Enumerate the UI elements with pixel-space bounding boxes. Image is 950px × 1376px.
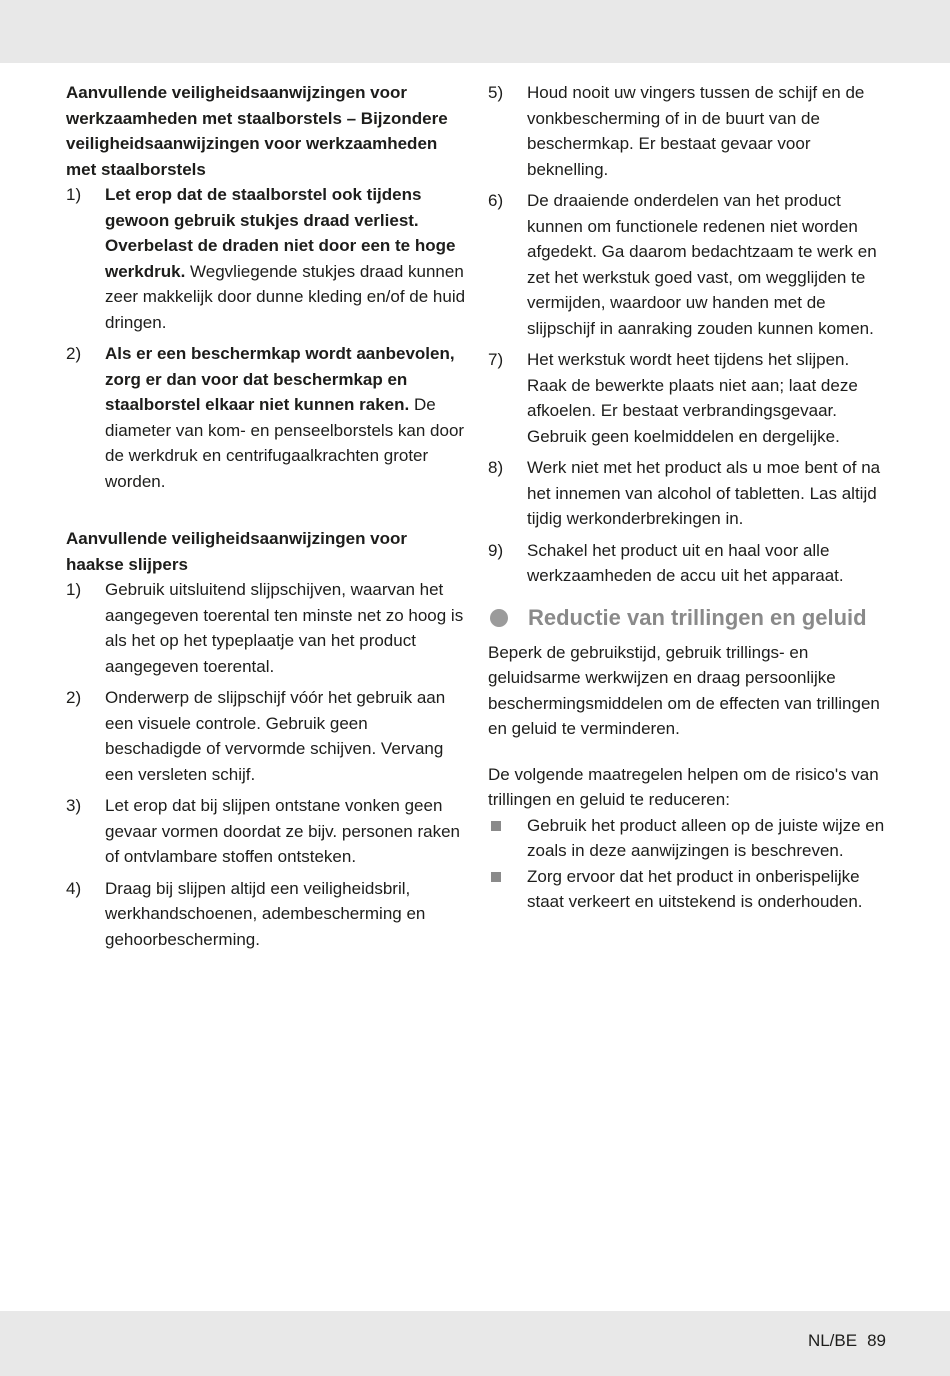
section-title-text: Reductie van trillingen en geluid	[528, 604, 867, 630]
item-text: Wegvliegende stukjes draad kunnen zeer makkelijk door dunne kleding en/of de huid dringen.	[105, 261, 466, 332]
list-staalborstels	[66, 182, 466, 494]
list-item	[66, 341, 466, 494]
item-number: 8)	[488, 458, 504, 477]
list-item	[66, 577, 466, 679]
item-text: Het werkstuk wordt heet tijdens het slijpen. Raak de bewerkte plaats niet aan; laat deze afkoelen. Er bestaat verbrandingsgevaar. Gebruik geen koelmiddelen en dergelijke.	[527, 350, 858, 446]
bullet-dot-icon	[490, 609, 508, 627]
item-text: Houd nooit uw vingers tussen de schijf en de vonkbescherming of in de buurt van de beschermkap. Er bestaat gevaar voor beknelling.	[527, 83, 865, 179]
item-text: Werk niet met het product als u moe bent of na het innemen van alcohol of tabletten. Las altijd tijdig werkonderbrekingen in.	[527, 458, 881, 528]
item-text: Schakel het product uit en haal voor alle werkzaamheden de accu uit het apparaat.	[527, 540, 844, 585]
right-column	[488, 80, 888, 915]
footer-language: NL/BE	[807, 1331, 858, 1350]
list-haakse-slijpers-continued	[488, 80, 888, 589]
list-item	[488, 538, 888, 589]
list-item	[66, 876, 466, 953]
header-band	[0, 0, 950, 63]
item-number: 1)	[66, 185, 82, 204]
page-number: 89	[867, 1331, 886, 1350]
item-text: Let erop dat bij slijpen ontstane vonken geen gevaar vormen doordat ze bijv. personen raken of ontvlambare stoffen ontsteken.	[105, 796, 460, 866]
item-number: 6)	[488, 191, 504, 210]
item-number: 5)	[488, 83, 504, 102]
bullet-list	[488, 813, 888, 915]
item-number: 3)	[66, 796, 82, 815]
square-bullet-icon	[491, 821, 501, 831]
list-item	[66, 685, 466, 787]
item-number: 2)	[66, 344, 82, 363]
list-item	[488, 188, 888, 341]
list-item	[66, 182, 466, 335]
left-column	[66, 80, 466, 958]
item-text: De draaiende onderdelen van het product kunnen om functionele redenen niet worden afgedekt. Ga daarom bedachtzaam te werk en zet het werkstuk goed vast, om wegglijden te vermijden, waardoor uw handen met de slijpschijf in aanraking zouden kunnen komen.	[527, 191, 877, 338]
footer	[808, 1331, 886, 1351]
item-number: 2)	[66, 688, 82, 707]
item-bold-text: Als er een beschermkap wordt aanbevolen, zorg er dan voor dat beschermkap en staalborstel elkaar niet kunnen raken.	[105, 344, 455, 414]
paragraph: Beperk de gebruikstijd, gebruik trillings- en geluidsarme werkwijzen en draag persoonlijke beschermingsmiddelen om de effecten van trillingen en geluid te verminderen.	[488, 642, 880, 738]
bullet-item	[488, 864, 888, 915]
list-haakse-slijpers	[66, 577, 466, 952]
section-title	[488, 603, 888, 632]
list-item	[66, 793, 466, 870]
bullet-text: Zorg ervoor dat het product in onberispelijke staat verkeert en uitstekend is onderhouden.	[527, 866, 863, 911]
bullet-text: Gebruik het product alleen op de juiste wijze en zoals in deze aanwijzingen is beschreven.	[527, 815, 885, 860]
item-text: Onderwerp de slijpschijf vóór het gebruik aan een visuele controle. Gebruik geen beschadigde of vervormde schijven. Vervang een versleten schijf.	[105, 688, 446, 784]
item-bold-text: Let erop dat de staalborstel ook tijdens gewoon gebruik stukjes draad verliest. Overbelast de draden niet door een te hoge werkdruk.	[105, 185, 456, 281]
square-bullet-icon	[491, 872, 501, 882]
item-number: 7)	[488, 350, 504, 369]
heading-haakse-slijpers: Aanvullende veiligheidsaanwijzingen voor haakse slijpers	[66, 529, 408, 574]
heading-staalborstels: Aanvullende veiligheidsaanwijzingen voor werkzaamheden met staalborstels – Bijzondere veiligheidsaanwijzingen voor werkzaamheden met staalborstels	[66, 83, 448, 179]
list-item	[488, 80, 888, 182]
list-item	[488, 347, 888, 449]
paragraph: De volgende maatregelen helpen om de risico's van trillingen en geluid te reduceren:	[488, 764, 879, 809]
item-text: De diameter van kom- en penseelborstels kan door de werkdruk en centrifugaalkrachten groter worden.	[105, 395, 465, 491]
item-number: 1)	[66, 580, 82, 599]
item-text: Gebruik uitsluitend slijpschijven, waarvan het aangegeven toerental ten minste net zo hoog is als het op het typeplaatje van het product aangegeven toerental.	[105, 580, 464, 676]
list-item	[488, 455, 888, 532]
item-number: 4)	[66, 878, 82, 898]
bullet-item	[488, 813, 888, 864]
item-number: 9)	[488, 540, 504, 560]
item-text: Draag bij slijpen altijd een veiligheidsbril, werkhandschoenen, adembescherming en gehoorbescherming.	[105, 878, 426, 949]
